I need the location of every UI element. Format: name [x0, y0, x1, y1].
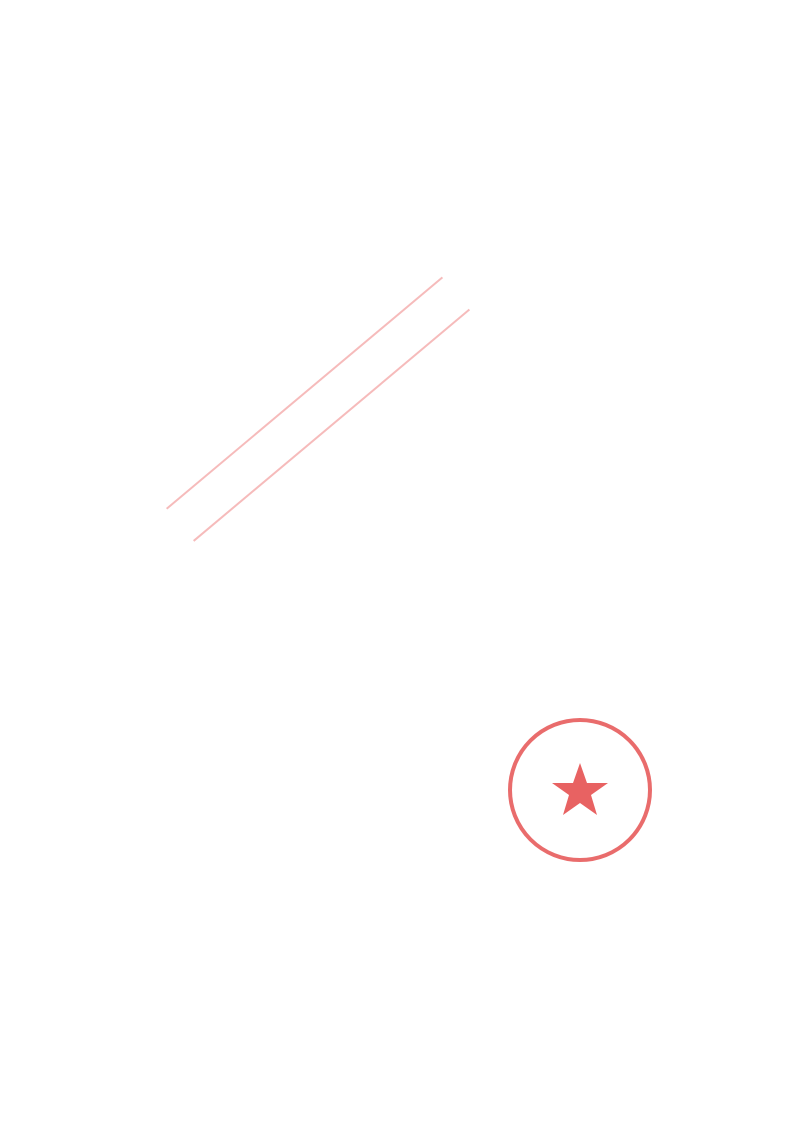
section-4-heading	[108, 760, 130, 775]
subsection-4-2-heading	[108, 922, 136, 937]
star-icon	[552, 763, 608, 815]
company-seal	[505, 715, 655, 865]
subsection-4-1-heading	[108, 798, 136, 813]
section-3-heading	[108, 585, 130, 600]
watermark-frame	[166, 277, 470, 542]
